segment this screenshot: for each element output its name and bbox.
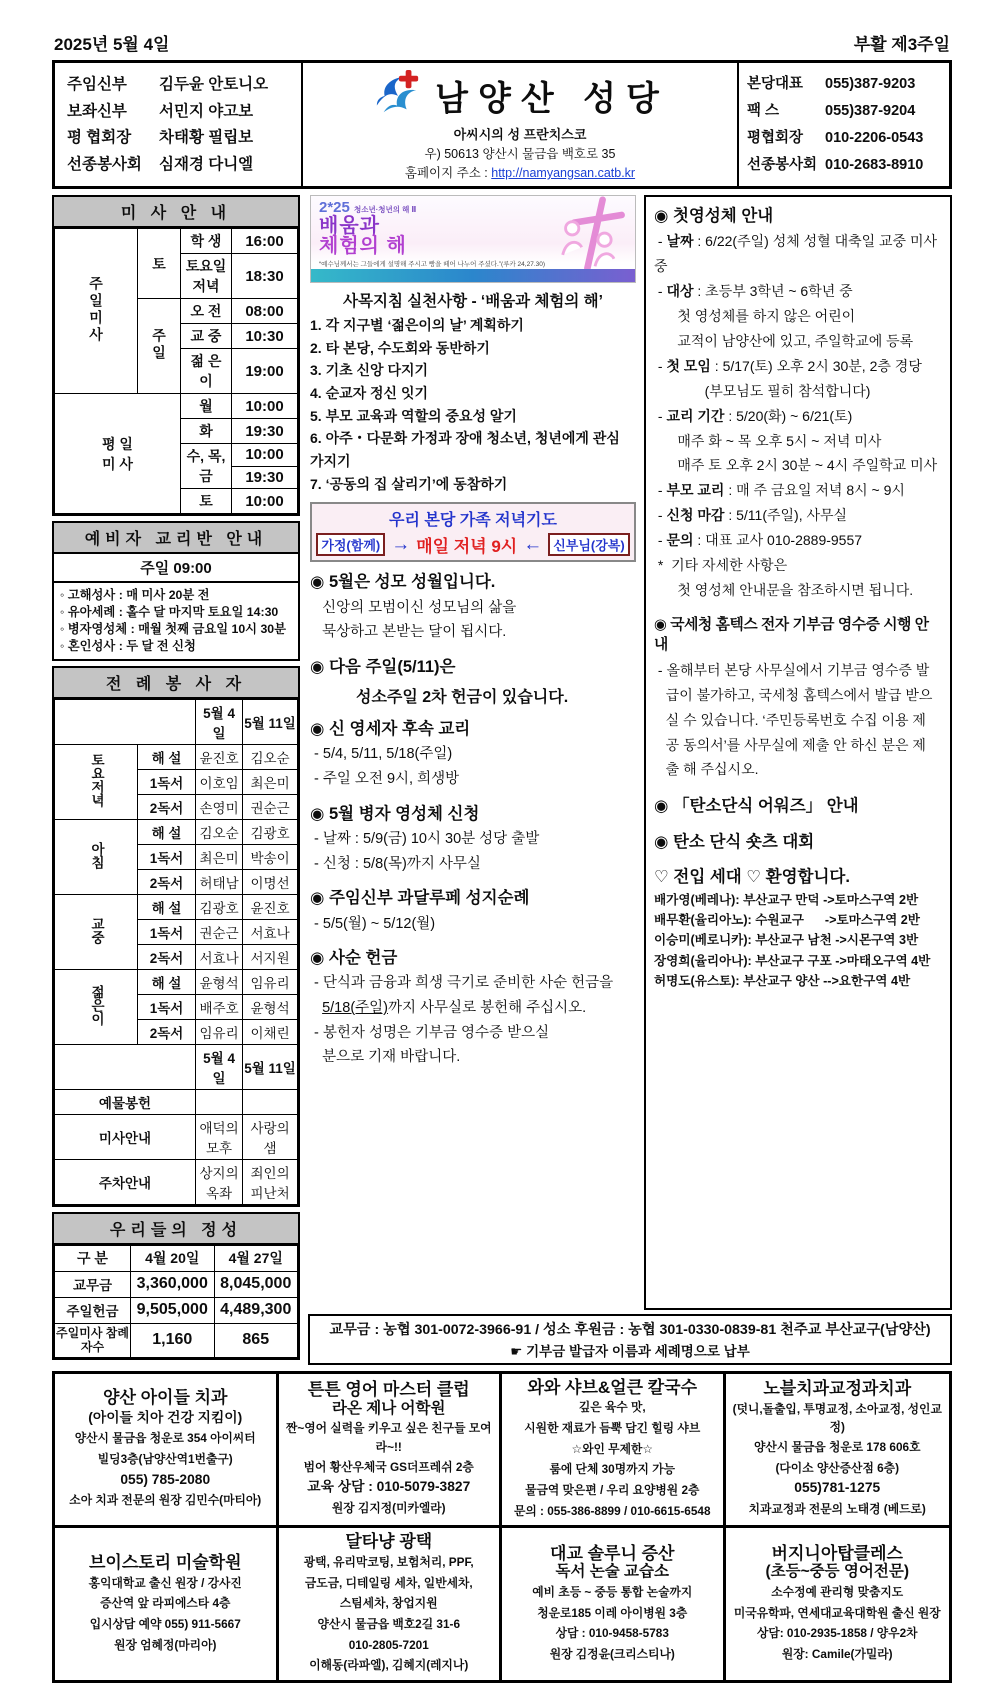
clergy-role: 주임신부 (67, 76, 127, 93)
cell: 배주호 (196, 994, 243, 1019)
cell: 1독서 (138, 844, 196, 869)
cell: 5월 4일 (196, 699, 243, 744)
cell: 상지의 옥좌 (196, 1159, 243, 1204)
notice-line: 매주 화 ~ 목 오후 5시 ~ 저녁 미사 (654, 432, 882, 449)
cell: 권순근 (243, 794, 298, 819)
ad-line: 원장 엄혜정(마리아) (114, 1637, 217, 1652)
ad-virginia-top-class: 버지니아탑클레스 (초등~중등 영어전문) 소수정예 관리형 맞춤지도 미국유학파, 연세대교육대학원 출신 원장 상담: 010-2935-1858 / 양우2차 원장: Camile(가밀라) (726, 1528, 950, 1680)
cell: 김오순 (243, 744, 298, 769)
section-title-mass: 미 사 안 내 (54, 197, 298, 228)
table-row (55, 229, 298, 254)
cell: 사랑의 샘 (243, 1114, 298, 1159)
ad-line: 범어 황산우체국 GS더프레쉬 2층 (303, 1459, 474, 1474)
cell: 젊은이 (55, 969, 138, 1044)
ad-line: 양산시 물금읍 청운로 178 606호 (754, 1440, 921, 1455)
contact-value: 010-2683-8910 (825, 156, 924, 173)
clergy-name: 김두윤 안토니오 (159, 76, 269, 93)
banner-bottom-band (311, 269, 635, 282)
liturgy-servers-box (52, 666, 300, 1207)
section-title-offering: 우리들의 정성 (54, 1214, 298, 1245)
cell: 이호임 (196, 769, 243, 794)
ad-line: 상담 : 010-9458-5783 (555, 1626, 669, 1641)
ad-line: 증산역 앞 라피에스타 4층 (100, 1596, 231, 1611)
notice-line: 매주 토 오후 2시 30분 ~ 4시 주일학교 미사 (654, 457, 938, 474)
cell: 16:00 (232, 229, 298, 254)
mass-schedule-box (52, 195, 300, 516)
notice-line: 신앙의 모범이신 성모님의 삶을 (310, 599, 517, 616)
patron-name: 아씨시의 성 프란치스코 (453, 127, 587, 142)
cell: 3,360,000 (131, 1271, 215, 1297)
homepage-link[interactable]: http://namyangsan.catb.kr (491, 166, 636, 180)
cell: 해 설 (138, 969, 196, 994)
cell: 오 전 (181, 299, 232, 324)
notice-line: - 5/5(월) ~ 5/12(월) (310, 915, 436, 932)
cell: 구 분 (55, 1245, 131, 1271)
table-row (55, 744, 298, 769)
new-family-line: 이승미(베로니카): 부산교구 남천 ->시몬구역 3반 (654, 933, 919, 948)
catechumen-box (52, 521, 300, 661)
cell: 주일미사 (55, 229, 138, 394)
bank-payment-note: ☛ 기부금 발급자 이름과 세례명으로 납부 (510, 1343, 750, 1359)
cell: 5월 4일 (196, 1044, 243, 1089)
clergy-role: 평 협회장 (67, 129, 132, 147)
ad-line: 양산시 물금읍 청운로 354 아이씨터 (74, 1431, 256, 1446)
notice-subtitle: 성소주일 2차 헌금이 있습니다. (356, 689, 569, 707)
new-family-line: 배무환(율리아노): 수원교구 ->토마스구역 2반 (654, 913, 920, 928)
contact-label: 선종봉사회 (747, 156, 818, 173)
cell: 4월 27일 (214, 1245, 298, 1271)
clergy-row (67, 126, 289, 149)
cell: 허태남 (196, 869, 243, 894)
cell: 4,489,300 (214, 1297, 298, 1323)
notice-line: * 기타 자세한 사항은 (654, 557, 788, 574)
church-logo-icon (371, 69, 425, 122)
ad-line: 홍익대학교 출신 원장 / 강사진 (88, 1575, 242, 1590)
notice-line: 공 동의서’를 사무실에 제출 안 하신 분은 제 (654, 736, 926, 753)
pastoral-guideline-section (310, 289, 636, 495)
ad-line: ☆와인 무제한☆ (571, 1441, 653, 1456)
ad-line: 양산시 물금읍 백호2길 31-6 (317, 1616, 461, 1631)
notice-vocation-collection: ◉ 다음 주일(5/11)은 성소주일 2차 헌금이 있습니다. (310, 656, 636, 707)
cell: 19:30 (232, 466, 298, 489)
cell: 임유리 (243, 969, 298, 994)
section-title-catechumen: 예비자 교리반 안내 (54, 523, 298, 554)
cell: 젊 은 이 (181, 349, 232, 394)
offering-table (54, 1245, 298, 1358)
cell (243, 1089, 298, 1114)
right-column (644, 195, 952, 1310)
notice-line: - 교리 기간 : 5/20(화) ~ 6/21(토) (654, 407, 853, 424)
new-family-line: 장영희(율리아나): 부산교구 구포 ->마태오구역 4반 (654, 953, 931, 968)
prayer-tag-priest: 신부님(강복) (548, 533, 629, 556)
contact-label: 본당대표 (747, 76, 804, 92)
cell: 서효나 (196, 944, 243, 969)
clergy-row (67, 153, 289, 176)
contact-list (737, 63, 949, 186)
liturgy-servers-table (54, 699, 298, 1205)
contact-value: 010-2206-0543 (825, 129, 924, 146)
clergy-name: 서민지 야고보 (159, 102, 254, 120)
notice-pilgrimage: ◉ 주임신부 과달루페 성지순례 - 5/5(월) ~ 5/12(월) (310, 887, 636, 936)
cell: 서효나 (243, 919, 298, 944)
ad-line: 광택, 유리막코팅, 보험처리, PPF, (303, 1554, 474, 1569)
sacrament-notes (54, 583, 298, 659)
banner-badge: 2*25 청소년·청년의 해 Ⅱ (319, 199, 417, 216)
arrow-left-icon: ← (523, 534, 543, 556)
ad-line: 예비 초등 ~ 중등 통합 논술까지 (532, 1584, 693, 1599)
contact-row (747, 73, 941, 95)
ad-vstory-art-academy: 브이스토리 미술학원 홍익대학교 출신 원장 / 강사진 증산역 앞 라피에스타 4층 입시상담 예약 055) 911-5667 원장 엄혜정(마리아) (55, 1528, 279, 1680)
cell: 1독서 (138, 769, 196, 794)
notice-line: - 단식과 금융과 희생 극기로 준비한 사순 헌금을 (310, 975, 614, 992)
notice-line: - 문의 : 대표 교사 010-2889-9557 (654, 532, 863, 549)
table-row (55, 1159, 298, 1204)
banner-title-line1: 배움과 (319, 215, 380, 237)
notice-line: 첫 영성체 안내문을 참조하시면 됩니다. (654, 581, 914, 598)
notice-line: 5/18(주일)까지 사무실로 봉헌해 주십시오. (322, 1000, 587, 1017)
bank-accounts: 교무금 : 농협 301-0072-3966-91 / 성소 후원금 : 농협 301-0330-0839-81 천주교 부산교구(남양산) (329, 1321, 931, 1338)
pastoral-title: 사목지침 실천사항 - ‘배움과 체험의 해’ (343, 293, 603, 310)
table-row (55, 819, 298, 844)
notice-lenten-offering: ◉ 사순 헌금 - 단식과 금융과 희생 극기로 준비한 사순 헌금을 5/18(주일)까지 사무실로 봉헌해 주십시오. - 봉헌자 성명은 기부금 영수증 받으실 분으로 기재 바랍니다. (310, 947, 636, 1070)
new-family-line: 배가영(베레나): 부산교구 만덕 ->토마스구역 2반 (654, 893, 919, 908)
sacrament-note: ◦ 혼인성사 : 두 달 전 신청 (60, 638, 196, 653)
notice-carbon-fast-shorts: ◉ 탄소 단식 숏츠 대회 (654, 832, 815, 851)
ad-line: (아이들 치아 건강 지킴이) (88, 1409, 243, 1425)
ad-noble-dental-orthodontics: 노블치과교정과치과 (덧니,돌출입, 투명교정, 소아교정, 성인교정) 양산시 물금읍 청운로 178 606호 (다이소 양산증산점 6층) 055)781-1275 치과교정과 전문의 노태경 (베드로) (726, 1374, 950, 1529)
offering-box (52, 1212, 300, 1360)
homepage-line (307, 163, 733, 181)
clergy-name: 심재경 다니엘 (159, 155, 254, 173)
ad-yangsan-kids-dental: 양산 아이들 치과 (아이들 치아 건강 지킴이) 양산시 물금읍 청운로 354 아이씨터 빌딩3층(남양산역1번출구) 055) 785-2080 소아 치과 전문의 원장 김민수(마티아) (55, 1374, 279, 1529)
table-row (55, 894, 298, 919)
cell: 서지원 (243, 944, 298, 969)
ad-line: 짠~영어 실력을 키우고 싶은 친구들 모여라~!! (285, 1421, 492, 1455)
cell: 박송이 (243, 844, 298, 869)
cell: 19:30 (232, 419, 298, 444)
contact-row (747, 154, 941, 176)
notice-line: - 신청 마감 : 5/11(주일), 사무실 (654, 507, 848, 524)
issue-date: 2025년 5월 4일 (54, 35, 170, 54)
middle-column (308, 195, 638, 1310)
cell: 주차안내 (55, 1159, 196, 1204)
pastoral-item: 2. 타 본당, 수도회와 동반하기 (310, 339, 490, 356)
cell: 주일헌금 (55, 1297, 131, 1323)
notice-line: 첫 영성체를 하지 않은 어린이 (654, 307, 856, 324)
ad-line: 룸에 단체 30명까지 가능 (549, 1462, 676, 1477)
ad-line: (덧니,돌출입, 투명교정, 소아교정, 성인교정) (732, 1401, 942, 1435)
ad-line: 입시상담 예약 055) 911-5667 (89, 1616, 241, 1631)
cell: 주일 (138, 299, 181, 394)
cell: 1,160 (131, 1323, 215, 1357)
ad-line: 스팀세차, 창업지원 (339, 1596, 438, 1611)
ad-line: 소아 치과 전문의 원장 김민수(마티아) (69, 1493, 262, 1508)
cell: 윤진호 (243, 894, 298, 919)
cell: 10:30 (232, 324, 298, 349)
masthead (52, 60, 952, 189)
ad-daltanyang-car-polish: 달타냥 광택 광택, 유리막코팅, 보험처리, PPF, 금도금, 디테일링 세차, 일반세차, 스팀세차, 창업지원 양산시 물금읍 백호2길 31-6 010-2805-7201 이해동(라파엘), 김혜지(레지나) (279, 1528, 503, 1680)
cell: 수, 목, 금 (181, 444, 232, 489)
cell: 10:00 (232, 444, 298, 467)
ad-line: 물금역 맞은편 / 우리 요양병원 2층 (525, 1482, 700, 1497)
prayer-title: 우리 본당 가족 저녁기도 (389, 512, 557, 530)
cell: 토요저녁 (55, 744, 138, 819)
cell: 주일미사 참례자수 (55, 1323, 131, 1357)
table-row (55, 1245, 298, 1271)
notice-line: 급이 불가하고, 국세청 홈텍스에서 발급 받으 (654, 686, 933, 703)
cell: 평 일 미 사 (55, 394, 181, 514)
cell (55, 699, 196, 744)
notice-sick-communion: ◉ 5월 병자 영성체 신청 - 날짜 : 5/9(금) 10시 30분 성당 출발 - 신청 : 5/8(목)까지 사무실 (310, 803, 636, 877)
ad-line: 상담: 010-2935-1858 / 양우2차 (756, 1626, 918, 1641)
mass-schedule-table (54, 228, 298, 514)
cell: 미사안내 (55, 1114, 196, 1159)
cell: 화 (181, 419, 232, 444)
ad-line: 깊은 육수 맛, (578, 1400, 646, 1415)
ad-line: 이해동(라파엘), 김혜지(레지나) (309, 1658, 469, 1673)
table-row (55, 1114, 298, 1159)
sacrament-note: ◦ 병자영성체 : 매월 첫째 금요일 10시 30분 (60, 621, 287, 636)
ad-line: 미국유학파, 연세대교육대학원 출신 원장 (733, 1605, 941, 1620)
cell: 이명선 (243, 869, 298, 894)
cell: 교무금 (55, 1271, 131, 1297)
cell: 최은미 (243, 769, 298, 794)
cell: 교중 (55, 894, 138, 969)
pastoral-item: 7. ‘공동의 집 살리기’에 동참하기 (310, 475, 508, 492)
ad-line: 원장: Camile(가밀라) (781, 1646, 893, 1661)
cell: 최은미 (196, 844, 243, 869)
contact-row (747, 100, 941, 122)
pastoral-item: 4. 순교자 정신 잇기 (310, 385, 429, 402)
cell: 1독서 (138, 919, 196, 944)
cell: 예물봉헌 (55, 1089, 196, 1114)
catechumen-time: 주일 09:00 (54, 554, 298, 583)
cell: 윤형석 (196, 969, 243, 994)
ad-line: 원장 김정윤(크리스티나) (549, 1646, 675, 1661)
cell: 임유리 (196, 1019, 243, 1044)
notice-new-families: ♡ 전입 세대 ♡ 환영합니다. 배가영(베레나): 부산교구 만덕 ->토마스구역 2반 배무환(율리아노): 수원교구 ->토마스구역 2반 이승미(베로니카): 부산교구 남천 ->시몬구역 3반 장영희(율리아나): 부산교구 구포 ->마태오구역 4반 허명도(유스토): 부산교구 양산 -->요한구역 4반 (654, 866, 942, 991)
ad-line: 청운로185 이레 아이병원 3층 (537, 1605, 688, 1620)
cell: 교 중 (181, 324, 232, 349)
banner-tagline: 청소년·청년의 해 Ⅱ (354, 205, 417, 214)
homepage-label: 홈페이지 주소 : (404, 166, 488, 180)
clergy-role: 선종봉사회 (67, 155, 142, 173)
notice-line: - 날짜 : 5/9(금) 10시 30분 성당 출발 (310, 831, 540, 847)
clergy-row (67, 73, 289, 96)
notice-line: - 부모 교리 : 매 주 금요일 저녁 8시 ~ 9시 (654, 482, 905, 499)
ad-line: 원장 김지정(미카엘라) (331, 1501, 446, 1516)
notice-line: 실 수 있습니다. ‘주민등록번호 수집 이용 제 (654, 711, 926, 728)
cell: 해 설 (138, 819, 196, 844)
cell: 9,505,000 (131, 1297, 215, 1323)
arrow-right-icon: → (391, 534, 411, 556)
cell: 윤형석 (243, 994, 298, 1019)
ad-line: 시원한 재료가 듬뿍 담긴 힐링 샤브 (524, 1420, 701, 1435)
sacrament-note: ◦ 고해성사 : 매 미사 20분 전 (60, 588, 210, 602)
ad-line: 교육 상담 : 010-5079-3827 (307, 1479, 471, 1495)
church-address: 우) 50613 양산시 물금읍 백호로 35 (424, 147, 616, 161)
table-row (55, 1297, 298, 1323)
cell: 08:00 (232, 299, 298, 324)
cell: 애덕의 모후 (196, 1114, 243, 1159)
clergy-name: 차태황 필립보 (159, 129, 254, 147)
sacrament-note: ◦ 유아세례 : 홀수 달 마지막 토요일 14:30 (60, 604, 279, 619)
notice-line: - 대상 : 초등부 3학년 ~ 6학년 중 (654, 283, 853, 300)
ad-line: 055)781-1275 (794, 1480, 881, 1496)
table-row (55, 1271, 298, 1297)
cell: 학 생 (181, 229, 232, 254)
cell: 김광호 (243, 819, 298, 844)
banner-quote: “예수님께서는 그들에게 설명해 주시고 빵을 떼어 나누어 주셨다.”(루카 24,27.30) (319, 261, 546, 268)
cell: 토 (181, 489, 232, 514)
ad-english-master-club: 튼튼 영어 마스터 클럽 라온 제나 어학원 짠~영어 실력을 키우고 싶은 친구들 모여라~!! 범어 황산우체국 GS더프레쉬 2층 교육 상담 : 010-5079-3827 원장 김지정(미카엘라) (279, 1374, 503, 1529)
notice-line: 출 해 주십시오. (654, 761, 759, 778)
ad-line: (다이소 양산증산점 6층) (775, 1460, 900, 1475)
table-row (55, 1089, 298, 1114)
cell: 김광호 (196, 894, 243, 919)
cell: 손영미 (196, 794, 243, 819)
cell: 5월 11일 (243, 1044, 298, 1089)
clergy-row (67, 100, 289, 123)
ad-line: 빌딩3층(남양산역1번출구) (97, 1451, 233, 1466)
cell: 토요일 저녁 (181, 254, 232, 299)
new-family-line: 허명도(유스토): 부산교구 양산 -->요한구역 4반 (654, 973, 911, 988)
cell: 865 (214, 1323, 298, 1357)
cell: 18:30 (232, 254, 298, 299)
prayer-time: 매일 저녁 9시 (416, 537, 518, 557)
cell: 2독서 (138, 1019, 196, 1044)
ad-wawa-shabu-kalguksu: 와와 샤브&얼큰 칼국수 깊은 육수 맛, 시원한 재료가 듬뿍 담긴 힐링 샤브 ☆와인 무제한☆ 룸에 단체 30명까지 가능 물금역 맞은편 / 우리 요양병원 2층 문의 : 055-386-8899 / 010-6615-6548 (502, 1374, 726, 1529)
cell: 2독서 (138, 944, 196, 969)
cell: 19:00 (232, 349, 298, 394)
contact-label: 평협회장 (747, 129, 804, 146)
ad-daekyo-soluny-reading: 대교 솔루니 증산 독서 논술 교습소 예비 초등 ~ 중등 통합 논술까지 청운로185 이레 아이병원 3층 상담 : 010-9458-5783 원장 김정윤(크리스티나) (502, 1528, 726, 1680)
cell: 8,045,000 (214, 1271, 298, 1297)
bank-account-strip (308, 1314, 952, 1365)
notice-line: - 첫 모임 : 5/17(토) 오후 2시 30분, 2층 경당 (654, 357, 922, 374)
cell: 아침 (55, 819, 138, 894)
cell (196, 1089, 243, 1114)
cell: 10:00 (232, 489, 298, 514)
year-banner-image (310, 195, 636, 283)
notice-line: 묵상하고 본받는 달이 됩시다. (310, 624, 507, 641)
notice-carbon-fast-awards: ◉ 「탄소단식 어워즈」 안내 (654, 797, 859, 816)
cell: 월 (181, 394, 232, 419)
cell: 권순근 (196, 919, 243, 944)
cell: 1독서 (138, 994, 196, 1019)
prayer-tag-family: 가정(함께) (316, 533, 385, 556)
notice-line: - 5/4, 5/11, 5/18(주일) (310, 746, 453, 763)
ad-line: 소수정예 관리형 맞춤지도 (771, 1584, 904, 1599)
pastoral-items (310, 314, 636, 495)
contact-row (747, 127, 941, 149)
cell: 10:00 (232, 394, 298, 419)
table-row (55, 699, 298, 744)
notice-line: 교적이 남양산에 있고, 주일학교에 등록 (654, 332, 914, 349)
pastoral-item: 3. 기초 신앙 다지기 (310, 362, 429, 379)
advertisement-grid (52, 1371, 952, 1683)
cell: 2독서 (138, 794, 196, 819)
cell (55, 1044, 196, 1089)
church-identity (303, 63, 737, 186)
notice-line: - 올해부터 본당 사무실에서 기부금 영수증 발 (654, 661, 930, 678)
cell: 토 (138, 229, 181, 299)
notice-first-communion: ◉ 첫영성체 안내 - 날짜 : 6/22(주일) 성체 성혈 대축일 교중 미사 중 - 대상 : 초등부 3학년 ~ 6학년 중 첫 영성체를 하지 않은 어린이 교적이 남양산에 있고, 주일학교에 등록 - 첫 모임 : 5/17(토) 오후 2시 30분, 2층 경당 (부모님도 필히 참석합니다) - 교리 기간 : 5/20(화) ~ 6/21(토) 매주 화 ~ 목 오후 5시 ~ 저녁 미사 매주 토 오후 2시 30분 ~ 4시 주일학교 미사 - 부모 교리 : 매 주 금요일 저녁 8시 ~ 9시 - 신청 마감 : 5/11(주일), 사무실 - 문의 : 대표 교사 010-2889-9557 * 기타 자세한 사항은 첫 영성체 안내문을 참조하시면 됩니다. (654, 205, 942, 603)
section-title-liturgy: 전 례 봉 사 자 (54, 668, 298, 699)
ad-line: 금도금, 디테일링 세차, 일반세차, (304, 1575, 473, 1590)
table-row (55, 1044, 298, 1089)
contact-value: 055)387-9203 (825, 76, 916, 92)
notice-line: - 신청 : 5/8(목)까지 사무실 (310, 855, 481, 872)
notice-line: - 봉헌자 성명은 기부금 영수증 받으실 (310, 1024, 550, 1041)
table-row (55, 394, 298, 419)
table-row (55, 969, 298, 994)
dateline (52, 30, 952, 55)
clergy-role: 보좌신부 (67, 102, 127, 120)
left-column (52, 195, 300, 1365)
notice-neophyte-catechesis: ◉ 신 영세자 후속 교리 - 5/4, 5/11, 5/18(주일) - 주일 오전 9시, 희생방 (310, 718, 636, 792)
cell: 해 설 (138, 894, 196, 919)
ad-line: 055) 785-2080 (120, 1471, 211, 1487)
ad-line: 문의 : 055-386-8899 / 010-6615-6548 (513, 1503, 711, 1518)
ad-line: 010-2805-7201 (348, 1637, 429, 1652)
notice-may-devotion: ◉ 5월은 성모 성월입니다. 신앙의 모범이신 성모님의 삶을 묵상하고 본받는 달이 됩시다. (310, 571, 636, 645)
cell: 김오순 (196, 819, 243, 844)
cell: 4월 20일 (131, 1245, 215, 1271)
notice-line: 분으로 기재 바랍니다. (310, 1049, 461, 1066)
notice-line: - 주일 오전 9시, 희생방 (310, 771, 460, 788)
contact-label: 팩 스 (747, 102, 780, 119)
church-name: 남양산 성당 (435, 80, 669, 118)
pastoral-item: 1. 각 지구별 ‘젊은이의 날’ 계획하기 (310, 317, 524, 333)
ad-line: 치과교정과 전문의 노태경 (베드로) (748, 1502, 926, 1517)
table-row (55, 1323, 298, 1357)
cell: 5월 11일 (243, 699, 298, 744)
clergy-list (55, 63, 303, 186)
contact-value: 055)387-9204 (825, 102, 916, 119)
evening-prayer-box (310, 502, 636, 562)
feast-name: 부활 제3주일 (853, 35, 950, 54)
pastoral-item: 6. 아주・다문화 가정과 장애 청소년, 청년에게 관심 가지기 (310, 430, 624, 470)
notice-line: (부모님도 필히 참석합니다) (654, 382, 871, 399)
cell: 이채린 (243, 1019, 298, 1044)
notice-line: - 날짜 : 6/22(주일) 성체 성혈 대축일 교중 미사 중 (654, 233, 941, 275)
notice-hometax-receipt: ◉ 국세청 홈텍스 전자 기부금 영수증 시행 안내 - 올해부터 본당 사무실에서 기부금 영수증 발 급이 불가하고, 국세청 홈텍스에서 발급 받으 실 수 있습니다. ‘주민등록번호 수집 이용 제 공 동의서’를 사무실에 제출 안 하신 분은 제 출 해 주십시오. (654, 616, 942, 782)
cell: 2독서 (138, 869, 196, 894)
cell: 윤진호 (196, 744, 243, 769)
cell: 죄인의 피난처 (243, 1159, 298, 1204)
pastoral-item: 5. 부모 교육과 역할의 중요성 알기 (310, 407, 517, 424)
banner-art-cross-figures (519, 196, 633, 272)
banner-title-line2: 체험의 해 (319, 235, 407, 257)
cell: 해 설 (138, 744, 196, 769)
